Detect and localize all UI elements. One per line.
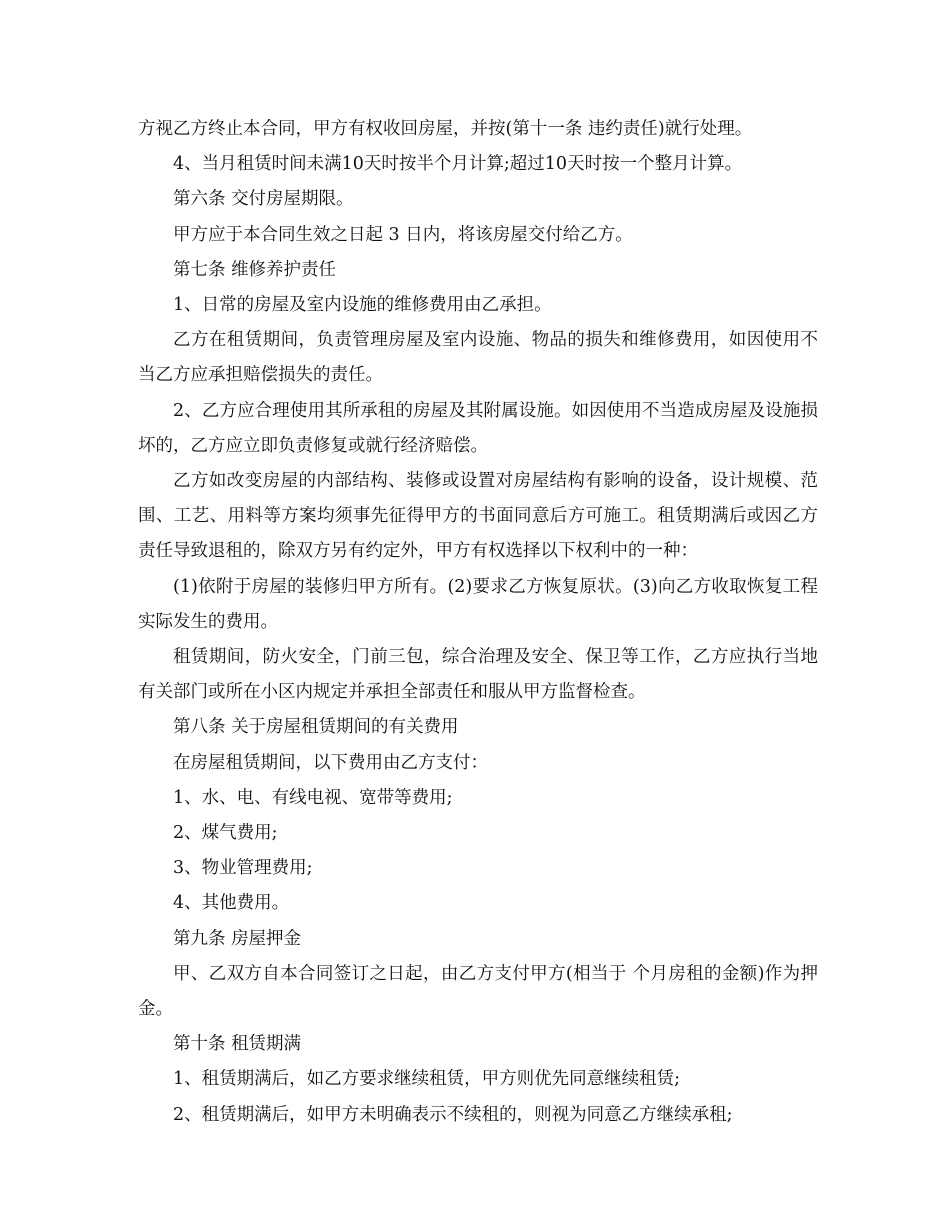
article-heading: 第十条 租赁期满 <box>173 1034 302 1055</box>
paragraph: 在房屋租赁期间，以下费用由乙方支付： <box>173 752 488 773</box>
article-heading: 第八条 关于房屋租赁期间的有关费用 <box>173 717 459 738</box>
paragraph: 2、乙方应合理使用其所承租的房屋及其附属设施。如因使用不当造成房屋及设施损坏的，乙方应立即负责修复或就行经济赔偿。 <box>138 400 818 456</box>
article-heading: 第七条 维修养护责任 <box>173 259 337 280</box>
paragraph-continuation: 方视乙方终止本合同，甲方有权收回房屋，并按(第十一条 违约责任)就行处理。 <box>138 119 753 139</box>
paragraph: 甲、乙双方自本合同签订之日起，由乙方支付甲方(相当于 个月房租的金额)作为押金。 <box>138 963 818 1020</box>
article-heading: 第六条 交付房屋期限。 <box>173 189 354 210</box>
paragraph: 甲方应于本合同生效之日起 3 日内，将该房屋交付给乙方。 <box>173 224 633 245</box>
paragraph: 乙方如改变房屋的内部结构、装修或设置对房屋结构有影响的设备，设计规模、范围、工艺、用料等方案均须事先征得甲方的书面同意后方可施工。租赁期满后或因乙方责任导致退租的，除双方另有约定外，甲方有权选择以下权利中的一种： <box>138 471 818 562</box>
paragraph: 租赁期间，防火安全，门前三包，综合治理及安全、保卫等工作，乙方应执行当地有关部门或所在小区内规定并承担全部责任和服从甲方监督检查。 <box>138 647 818 703</box>
list-item: 1、水、电、有线电视、宽带等费用; <box>173 787 453 808</box>
document-body <box>138 112 818 1133</box>
paragraph: (1)依附于房屋的装修归甲方所有。(2)要求乙方恢复原状。(3)向乙方收取恢复工程实际发生的费用。 <box>138 576 818 632</box>
list-item: 2、煤气费用; <box>173 823 278 844</box>
article-heading: 第九条 房屋押金 <box>173 928 302 949</box>
paragraph: 4、当月租赁时间未满10天时按半个月计算;超过10天时按一个整月计算。 <box>173 154 743 175</box>
list-item: 3、物业管理费用; <box>173 858 313 879</box>
list-item: 2、租赁期满后，如甲方未明确表示不续租的，则视为同意乙方继续承租; <box>173 1104 733 1125</box>
list-item: 4、其他费用。 <box>173 893 290 914</box>
paragraph: 1、日常的房屋及室内设施的维修费用由乙承担。 <box>173 295 552 316</box>
paragraph: 乙方在租赁期间，负责管理房屋及室内设施、物品的损失和维修费用，如因使用不当乙方应承担赔偿损失的责任。 <box>138 330 818 386</box>
list-item: 1、租赁期满后，如乙方要求继续租赁，甲方则优先同意继续租赁; <box>173 1069 681 1090</box>
